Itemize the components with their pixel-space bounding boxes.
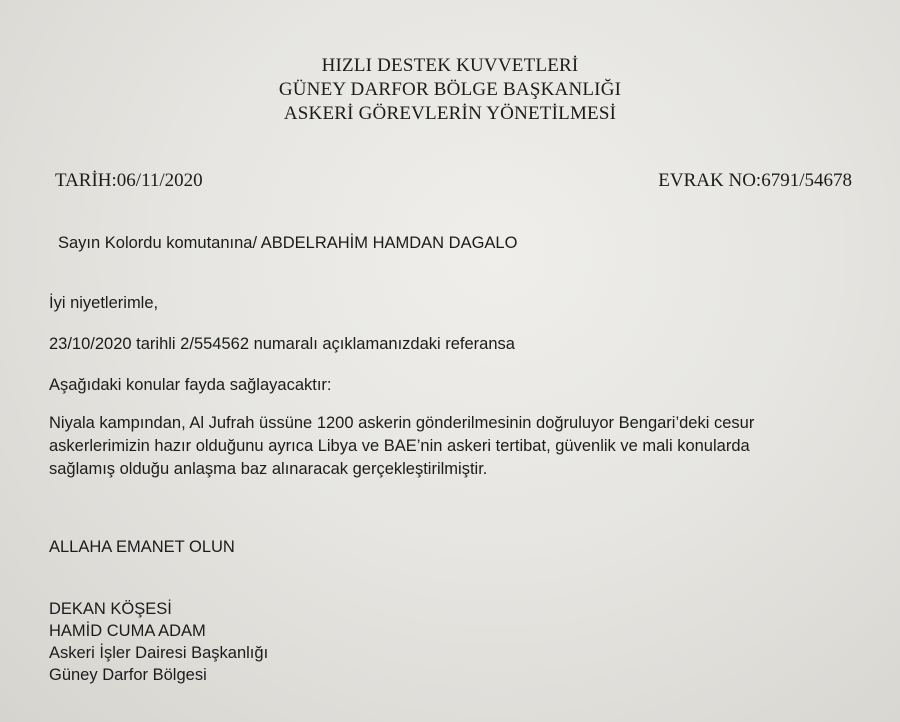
letterhead-line-organization: HIZLI DESTEK KUVVETLERİ	[321, 55, 579, 76]
signature-block	[49, 598, 268, 686]
body-line: Niyala kampından, Al Jufrah üssüne 1200 askerin gönderilmesinin doğruluyor Bengari’deki cesur	[49, 414, 755, 432]
body-paragraph	[49, 412, 869, 481]
body-line: sağlamış olduğu anlaşma baz alınaracak gerçekleştirilmiştir.	[49, 460, 488, 478]
signature-department: Askeri İşler Dairesi Başkanlığı	[49, 644, 269, 662]
reference-line: 23/10/2020 tarihli 2/554562 numaralı açıklamanızdaki referansa	[49, 335, 515, 353]
letterhead-line-region: GÜNEY DARFOR BÖLGE BAŞKANLIĞI	[278, 79, 622, 100]
letterhead	[250, 54, 650, 126]
recipient-line: Sayın Kolordu komutanına/ ABDELRAHİM HAMDAN DAGALO	[58, 234, 518, 252]
closing-line: ALLAHA EMANET OLUN	[49, 538, 235, 556]
greeting-line: İyi niyetlerimle,	[49, 294, 159, 312]
document-date: TARİH:06/11/2020	[55, 170, 203, 191]
letterhead-line-department: ASKERİ GÖREVLERİN YÖNETİLMESİ	[283, 103, 617, 124]
body-line: askerlerimizin hazır olduğunu ayrıca Libya ve BAE’nin askeri tertibat, güvenlik ve mali konularda	[49, 437, 750, 455]
signature-title: DEKAN KÖŞESİ	[49, 600, 172, 618]
document-number: EVRAK NO:6791/54678	[658, 170, 852, 191]
signature-name: HAMİD CUMA ADAM	[49, 622, 206, 640]
signature-region: Güney Darfor Bölgesi	[49, 666, 207, 684]
intro-line: Aşağıdaki konular fayda sağlayacaktır:	[49, 376, 332, 394]
